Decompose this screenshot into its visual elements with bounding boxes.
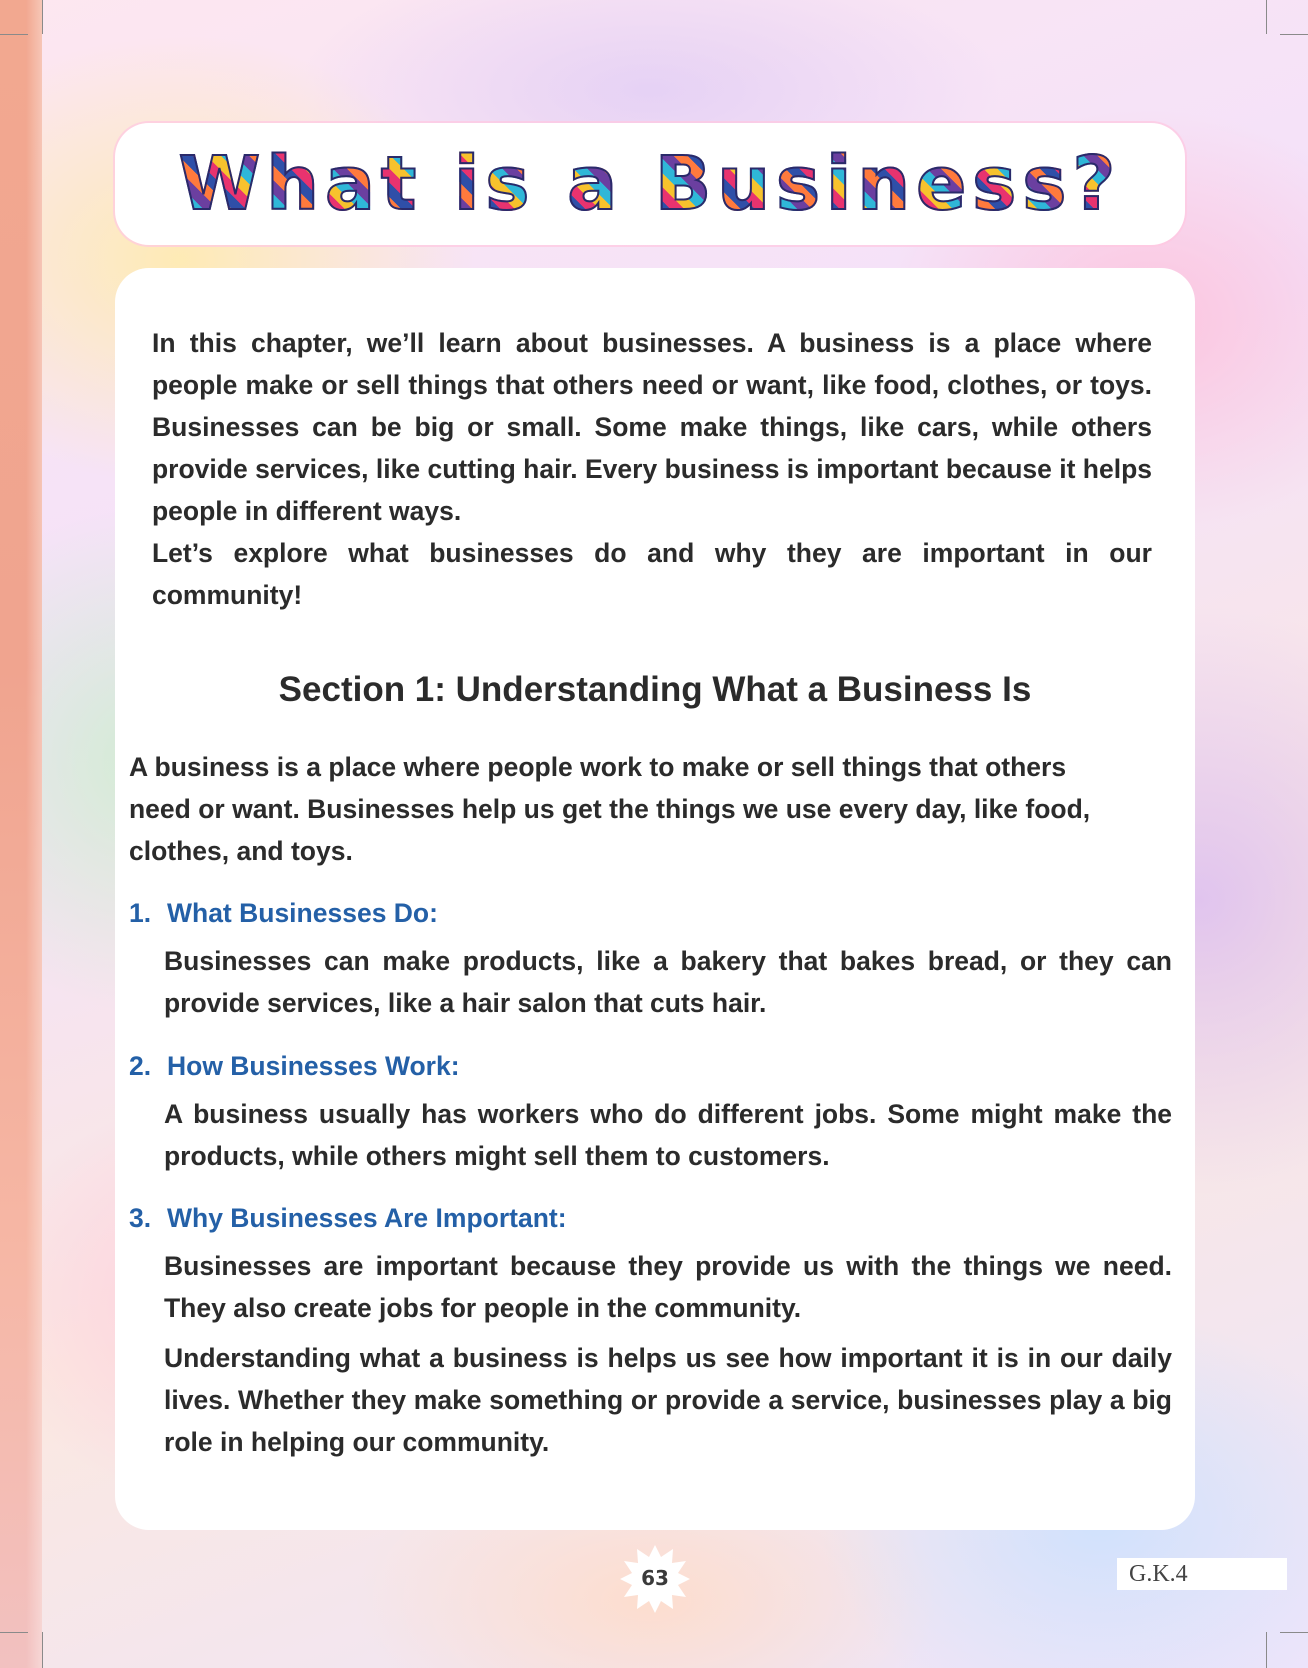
section-title: Section 1: Understanding What a Business Is <box>278 670 1032 709</box>
crop-mark-bottom-left-v <box>42 1632 43 1668</box>
list-item-2-heading <box>129 1051 460 1082</box>
list-item-1-body: Businesses can make products, like a bakery that bakes bread, or they can provide services, like a hair salon that cuts hair. <box>164 946 1172 1018</box>
crop-mark-top-right-v <box>1266 0 1267 34</box>
list-item-2-body: A business usually has workers who do different jobs. Some might make the products, while others might sell them to customers. <box>164 1099 1172 1171</box>
crop-mark-top-left-v <box>42 0 43 34</box>
section-lead: A business is a place where people work to make or sell things that others need or want. Businesses help us get the things we use every day, like food, clothes, and toys. <box>129 752 1091 866</box>
crop-mark-bottom-left-h <box>0 1632 28 1633</box>
list-item-3-title: Why Businesses Are Important: <box>167 1203 567 1233</box>
list-item-1-heading <box>129 898 438 929</box>
crop-mark-top-right-h <box>1280 34 1308 35</box>
crop-mark-top-left-h <box>0 34 28 35</box>
list-item-1-number: 1. <box>129 898 152 928</box>
list-item-3-body: Businesses are important because they provide us with the things we need. They also create jobs for people in the community. <box>164 1251 1172 1323</box>
crop-mark-bottom-right-h <box>1280 1632 1308 1633</box>
book-code: G.K.4 <box>1117 1558 1287 1590</box>
page-number-badge <box>620 1543 690 1613</box>
crop-mark-bottom-right-v <box>1266 1632 1267 1668</box>
closing-paragraph: Understanding what a business is helps us see how important it is in our daily lives. Whether they make something or provide a service, businesses play a big role in helping our community. <box>164 1343 1172 1457</box>
list-item-2-number: 2. <box>129 1051 152 1081</box>
page-number: 63 <box>641 1566 669 1590</box>
list-item-3-heading <box>129 1203 567 1234</box>
title-banner <box>115 123 1185 245</box>
list-item-3-number: 3. <box>129 1203 152 1233</box>
intro-paragraph-1: In this chapter, we’ll learn about businesses. A business is a place where people make or sell things that others need or want, like food, clothes, or toys. Businesses can be big or small. Some make things, like cars, while others provide services, like cutting hair. Every business is important because it helps people in different ways. <box>152 328 1153 526</box>
list-item-2-title: How Businesses Work: <box>167 1051 460 1081</box>
intro-block <box>152 322 1152 616</box>
content-card <box>115 268 1195 1530</box>
intro-paragraph-2: Let’s explore what businesses do and why they are important in our community! <box>152 538 1152 610</box>
left-decorative-strip <box>0 0 42 1668</box>
list-item-1-title: What Businesses Do: <box>167 898 438 928</box>
page-title: What is a Business? <box>178 141 1122 227</box>
